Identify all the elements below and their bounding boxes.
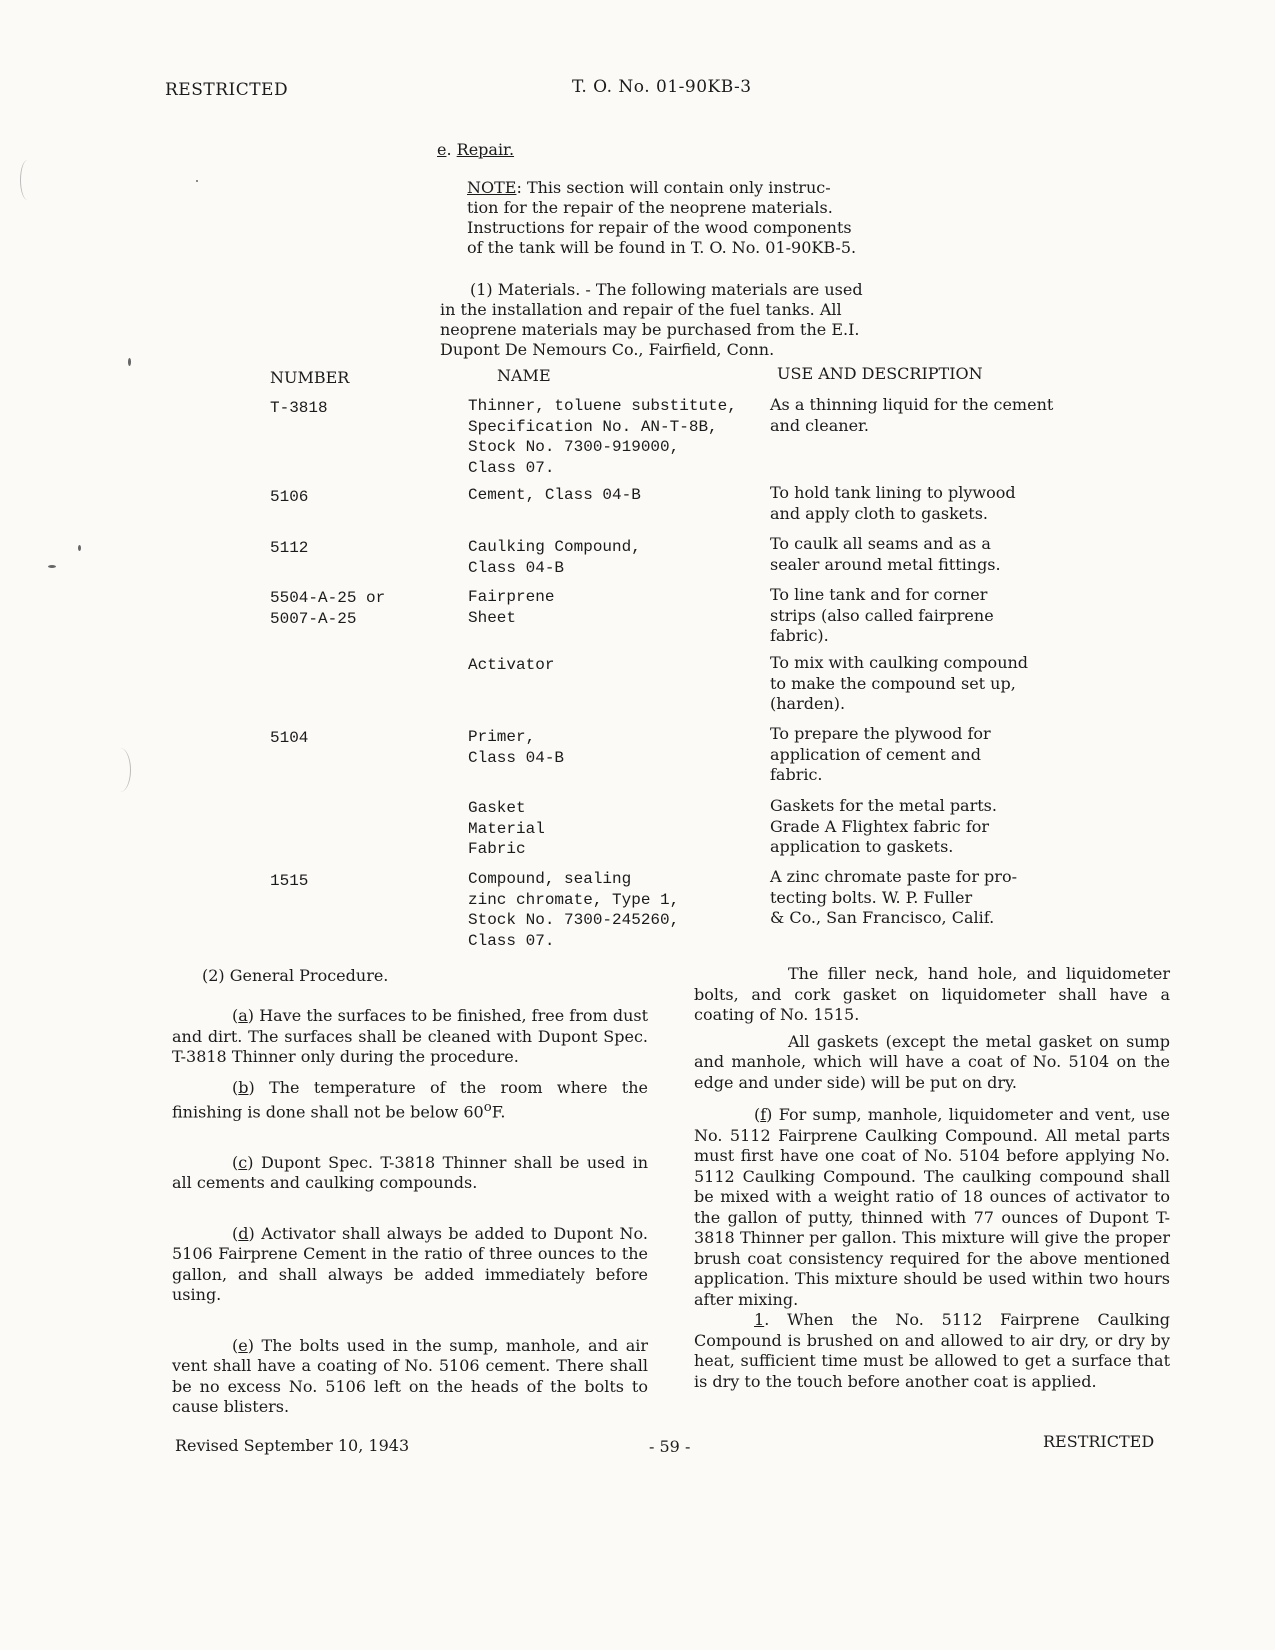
table-row-use: To mix with caulking compound to make the compound set up, (harden). — [770, 653, 1029, 713]
table-row-name: Caulking Compound, Class 04-B — [468, 538, 641, 577]
table-row-number: 1515 — [270, 872, 309, 890]
section-title: e. Repair. — [437, 140, 515, 159]
header-restricted: RESTRICTED — [165, 80, 289, 100]
materials-intro: (1) Materials. - The following materials are used in the installation and repair of the fuel tanks. All neoprene materials may be purchased from the E.I. Dupont De Nemours Co., Fairfield, Conn. — [440, 280, 863, 359]
table-row-use: To prepare the plywood for application of cement and fabric. — [770, 724, 991, 784]
procedure-right-column — [694, 964, 1170, 1392]
procedure-item-c: (c) Dupont Spec. T-3818 Thinner shall be used in all cements and caulking compounds. — [172, 1152, 649, 1193]
footer-restricted: RESTRICTED — [1043, 1432, 1155, 1451]
table-row-use: To hold tank lining to plywood and apply cloth to gaskets. — [770, 483, 1016, 523]
table-row-number: 5112 — [270, 539, 309, 557]
table-row-number: 5104 — [270, 729, 309, 747]
procedure-item-e: (e) The bolts used in the sump, manhole, and air vent shall have a coating of No. 5106 cement. There shall be no excess No. 5106 left on the heads of the bolts to cause blisters. — [172, 1335, 648, 1417]
table-header-use: USE AND DESCRIPTION — [777, 364, 983, 383]
scan-mark — [20, 160, 35, 200]
footer-page-number: - 59 - — [649, 1437, 691, 1456]
table-row-use: To caulk all seams and as a sealer around metal fittings. — [770, 534, 1001, 574]
table-row-use: Gaskets for the metal parts. Grade A Flightex fabric for application to gaskets. — [770, 796, 997, 856]
table-header-name: NAME — [497, 366, 551, 385]
scan-speck — [48, 565, 56, 568]
procedure-heading: (2) General Procedure. — [202, 966, 389, 985]
scan-speck — [128, 358, 131, 366]
procedure-item-d: (d) Activator shall always be added to Dupont No. 5106 Fairprene Cement in the ratio of three ounces to the gallon, and shall always be added immediately before using. — [172, 1223, 648, 1305]
table-row-name: Thinner, toluene substitute, Specification No. AN-T-8B, Stock No. 7300-919000, Class 07. — [468, 397, 737, 477]
table-row-name: Primer, Class 04-B — [468, 728, 565, 767]
table-row-name: Gasket Material Fabric — [468, 799, 545, 858]
table-row-number: 5504-A-25 or 5007-A-25 — [270, 589, 386, 628]
procedure-item-b: (b) The temperature of the room where the finishing is done shall not be below 60$^o$F. — [172, 1077, 648, 1122]
procedure-item-a: (a) Have the surfaces to be finished, free from dust and dirt. The surfaces shall be cleaned with Dupont Spec. T-3818 Thinner only during the procedure. — [172, 1006, 649, 1066]
header-to-number: T. O. No. 01-90KB-3 — [572, 77, 752, 97]
table-row-use: To line tank and for corner strips (also called fairprene fabric). — [770, 585, 994, 645]
right-paragraph-filler-neck: The filler neck, hand hole, and liquidometer bolts, and cork gasket on liquidometer shall have a coating of No. 1515. — [694, 964, 1170, 1024]
table-row-name: Fairprene Sheet — [468, 588, 555, 627]
table-row-name: Cement, Class 04-B — [468, 486, 641, 504]
section-title-text: Repair. — [456, 140, 515, 159]
table-row-number: 5106 — [270, 488, 309, 506]
right-paragraph-gaskets: All gaskets (except the metal gasket on sump and manhole, which will have a coat of No. 5104 on the edge and under side) will be put on dry. — [694, 1031, 1170, 1092]
table-row-name: Activator — [468, 656, 555, 674]
footer-revised-date: Revised September 10, 1943 — [175, 1436, 410, 1455]
table-row-name: Compound, sealing zinc chromate, Type 1, Stock No. 7300-245260, Class 07. — [468, 870, 680, 950]
procedure-subitem-1: 1. When the No. 5112 Fairprene Caulking Compound is brushed on and allowed to air dry, or dry by heat, sufficient time must be allowed to get a surface that is dry to the touch before another coat is applied. — [694, 1310, 1170, 1391]
note-block: NOTE: This section will contain only instruc- tion for the repair of the neoprene materials. Instructions for repair of the wood components of the tank will be found in T. O. No. 01-90KB-5. — [467, 178, 857, 257]
procedure-item-f: (f) For sump, manhole, liquidometer and vent, use No. 5112 Fairprene Caulking Compound. All metal parts must first have one coat of No. 5104 before applying No. 5112 Caulking Compound. The caulking compound shall be mixed with a weight ratio of 18 ounces of activator to the gallon of putty, thinned with 77 ounces of Dupont T-3818 Thinner per gallon. This mixture will give the proper brush coat consistency required for the above mentioned application. This mixture should be used within two hours after mixing. — [694, 1105, 1171, 1309]
section-letter: e — [437, 140, 447, 159]
scan-speck — [78, 545, 81, 551]
table-header-number: NUMBER — [270, 368, 350, 387]
scan-speck — [196, 180, 198, 182]
note-label: NOTE — [467, 178, 517, 197]
table-row-number: T-3818 — [270, 399, 328, 417]
table-row-use: As a thinning liquid for the cement and cleaner. — [770, 395, 1054, 435]
scan-mark — [110, 748, 131, 792]
procedure-left-column — [172, 966, 648, 1418]
table-row-use: A zinc chromate paste for pro- tecting bolts. W. P. Fuller & Co., San Francisco, Calif. — [770, 867, 1017, 927]
